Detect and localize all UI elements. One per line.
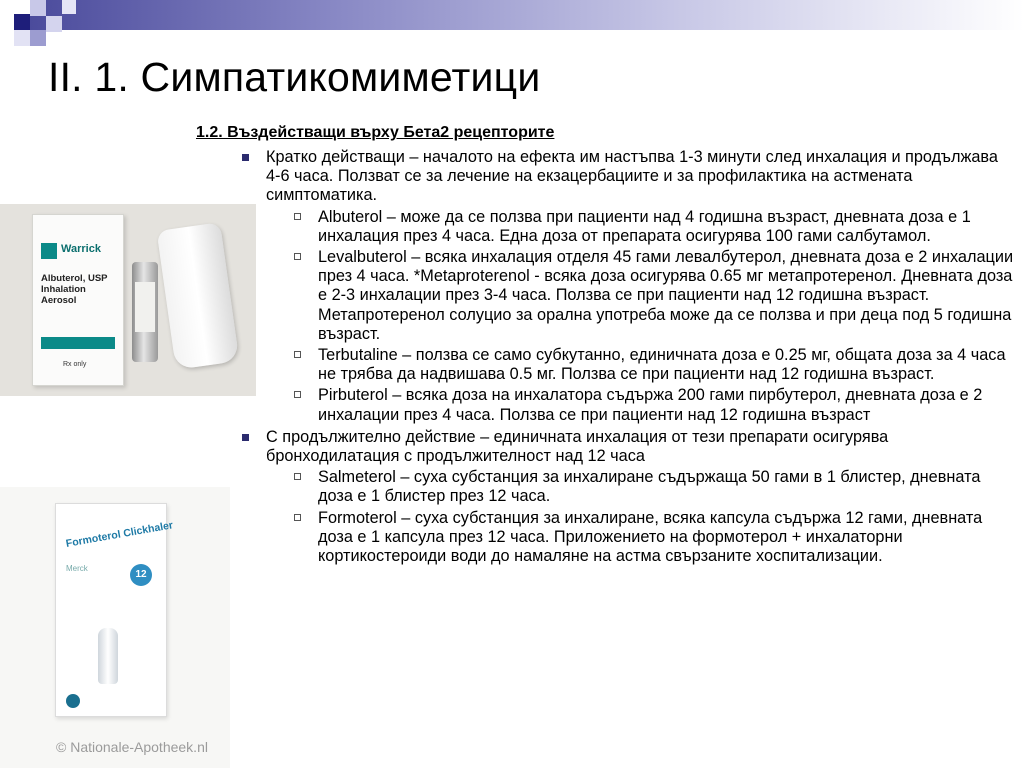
formoterol-box xyxy=(55,503,174,717)
deco-square xyxy=(62,0,76,14)
top-gradient-band xyxy=(30,0,1024,30)
aerosol-canister xyxy=(132,262,158,362)
merck-logo-icon xyxy=(66,694,80,708)
sub-bullet-terbutaline xyxy=(240,346,1015,384)
square-bullet-icon xyxy=(242,434,249,441)
sub-bullet-text: Levalbuterol – всяка инхалация отделя 45 гами левалбутерол, дневната доза е 2 инхалации през 4 часа. *Metaproterenol - всяка доза осигурява 0.65 мг метапротеренол. Дневната доза е 2-3 инхалации през 3-4 часа. Ползва се при пациенти над 12 годишна възраст. Метапротеренол солуцио за орална употреба може да се ползва и при деца под 5 годишна възраст. xyxy=(318,248,1014,343)
bullet-short-acting xyxy=(240,148,1015,206)
hollow-square-bullet-icon xyxy=(294,253,301,260)
hollow-square-bullet-icon xyxy=(294,213,301,220)
hollow-square-bullet-icon xyxy=(294,351,301,358)
sub-bullet-text: Pirbuterol – всяка доза на инхалатора съдържа 200 гами пирбутерол, дневната доза е 2 инхалации през 4 часа. Ползва се при пациенти над 12 годишна възраст xyxy=(318,386,983,424)
watermark: © Nationale-Apotheek.nl xyxy=(56,739,208,755)
strength-badge: 12 xyxy=(130,564,152,586)
sub-bullet-salmeterol xyxy=(240,468,1015,506)
clickhaler-icon xyxy=(98,628,118,684)
sub-bullet-text: Terbutaline – ползва се само субкутанно, единичната доза е 0.25 мг, общата доза за 4 часа не трябва да надвишава 0.5 мг. Ползва се при пациенти над 12 годишна възраст. xyxy=(318,346,1006,384)
drug-line: Inhalation xyxy=(41,284,86,295)
inhaler-actuator xyxy=(157,222,240,370)
deco-square xyxy=(30,30,46,46)
hollow-square-bullet-icon xyxy=(294,473,301,480)
warrick-logo-icon xyxy=(41,243,57,259)
sub-bullet-text: Formoterol – суха субстанция за инхалиране, всяка капсула съдържа 12 гами, дневната доза е 1 капсула през 12 часа. Приложението на формотерол + инхалаторни кортикостероиди води до намаляне на астма свързаните хоспитализации. xyxy=(318,508,983,566)
drug-name xyxy=(41,273,108,306)
slide-subtitle: 1.2. Въздействащи върху Бета2 рецепторите xyxy=(196,124,555,141)
albuterol-product-photo xyxy=(0,204,256,396)
sub-bullet-formoterol xyxy=(240,509,1015,567)
albuterol-box xyxy=(32,214,124,386)
sub-bullet-text: Albuterol – може да се ползва при пациенти над 4 годишна възраст, дневната доза е 1 инхалация през 4 часа. Една доза от препарата осигурява 100 гами салбутамол. xyxy=(318,207,971,245)
square-bullet-icon xyxy=(242,154,249,161)
drug-line: Aerosol xyxy=(41,295,77,306)
deco-square xyxy=(14,14,30,30)
rx-label: Rx only xyxy=(63,361,87,368)
slide-decoration xyxy=(0,0,1024,60)
slide-content xyxy=(240,148,1015,566)
formoterol-product-photo xyxy=(0,487,230,768)
product-name: Formoterol Clickhaler xyxy=(64,519,174,550)
canister-label xyxy=(135,282,155,332)
bullet-long-acting xyxy=(240,428,1015,466)
maker-name: Merck xyxy=(66,564,88,573)
hollow-square-bullet-icon xyxy=(294,514,301,521)
sub-bullet-albuterol xyxy=(240,208,1015,246)
sub-bullet-levalbuterol xyxy=(240,248,1015,344)
deco-square xyxy=(14,30,30,46)
dose-band xyxy=(41,337,115,349)
deco-square xyxy=(46,16,62,32)
sub-bullet-text: Salmeterol – суха субстанция за инхалиране съдържаща 50 гами в 1 блистер, дневната доза е 1 блистер през 12 часа. xyxy=(318,468,981,506)
slide-title: II. 1. Симпатикомиметици xyxy=(48,54,541,100)
brand-name: Warrick xyxy=(61,243,101,255)
sub-bullet-pirbuterol xyxy=(240,386,1015,424)
bullet-text: Кратко действащи – началото на ефекта им настъпва 1-3 минути след инхалация и продължава 4-6 часа. Ползват се за лечение на екзацербациите и за профилактика на астмената симптоматика. xyxy=(266,148,998,205)
deco-square xyxy=(30,0,46,16)
drug-line: Albuterol, USP xyxy=(41,273,108,284)
hollow-square-bullet-icon xyxy=(294,391,301,398)
bullet-text: С продължително действие – единичната инхалация от тези препарати осигурява бронходилатация с продължителност над 12 часа xyxy=(266,427,889,466)
